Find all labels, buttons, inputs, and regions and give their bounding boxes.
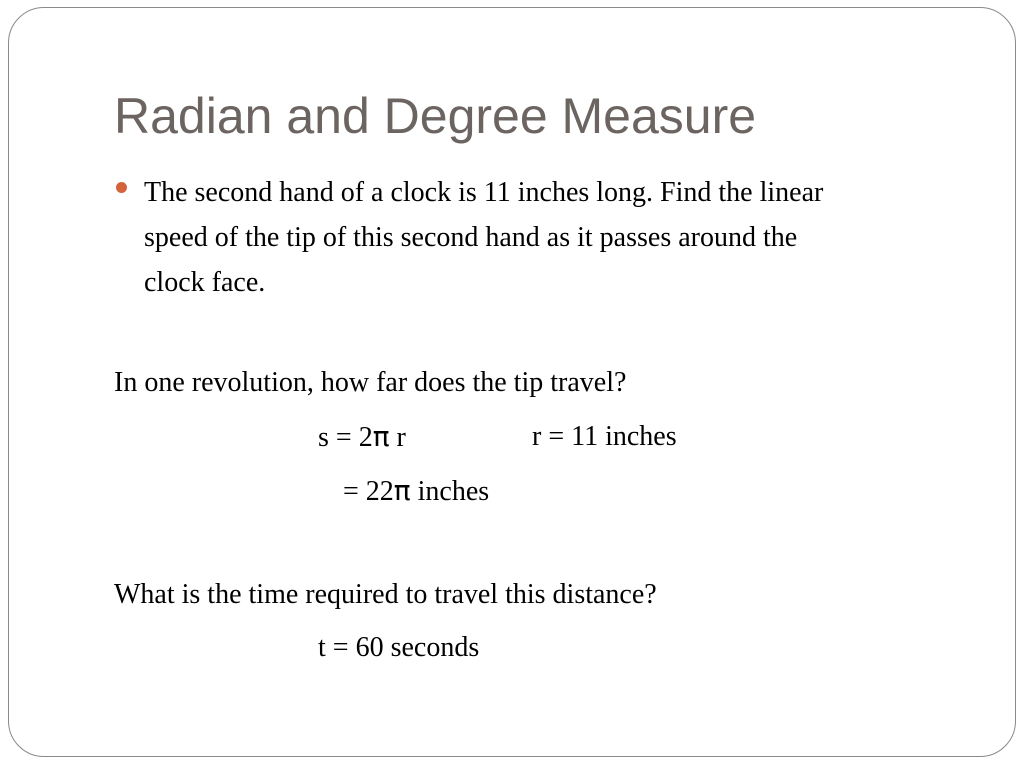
equation-arc-result-left: = 22 (343, 476, 394, 507)
bullet-line-3: clock face. (144, 267, 266, 298)
slide-title: Radian and Degree Measure (114, 88, 757, 144)
bullet-line-1: The second hand of a clock is 11 inches long. Find the linear (144, 177, 824, 208)
equation-arc-length-left: s = 2 (318, 422, 373, 453)
equation-arc-result-right: inches (410, 476, 490, 507)
equation-arc-length-right: r (389, 422, 406, 453)
pi-symbol: π (372, 420, 390, 453)
question-revolution: In one revolution, how far does the tip travel? (114, 367, 627, 398)
pi-symbol: π (393, 474, 411, 507)
bullet-paragraph (144, 170, 964, 305)
equation-time: t = 60 seconds (318, 632, 480, 663)
question-time: What is the time required to travel this distance? (114, 579, 657, 610)
bullet-line-2: speed of the tip of this second hand as it passes around the (144, 222, 798, 253)
equation-arc-result (343, 474, 489, 509)
equation-arc-length (318, 420, 406, 455)
bullet-icon (116, 182, 127, 193)
equation-radius: r = 11 inches (532, 421, 677, 452)
